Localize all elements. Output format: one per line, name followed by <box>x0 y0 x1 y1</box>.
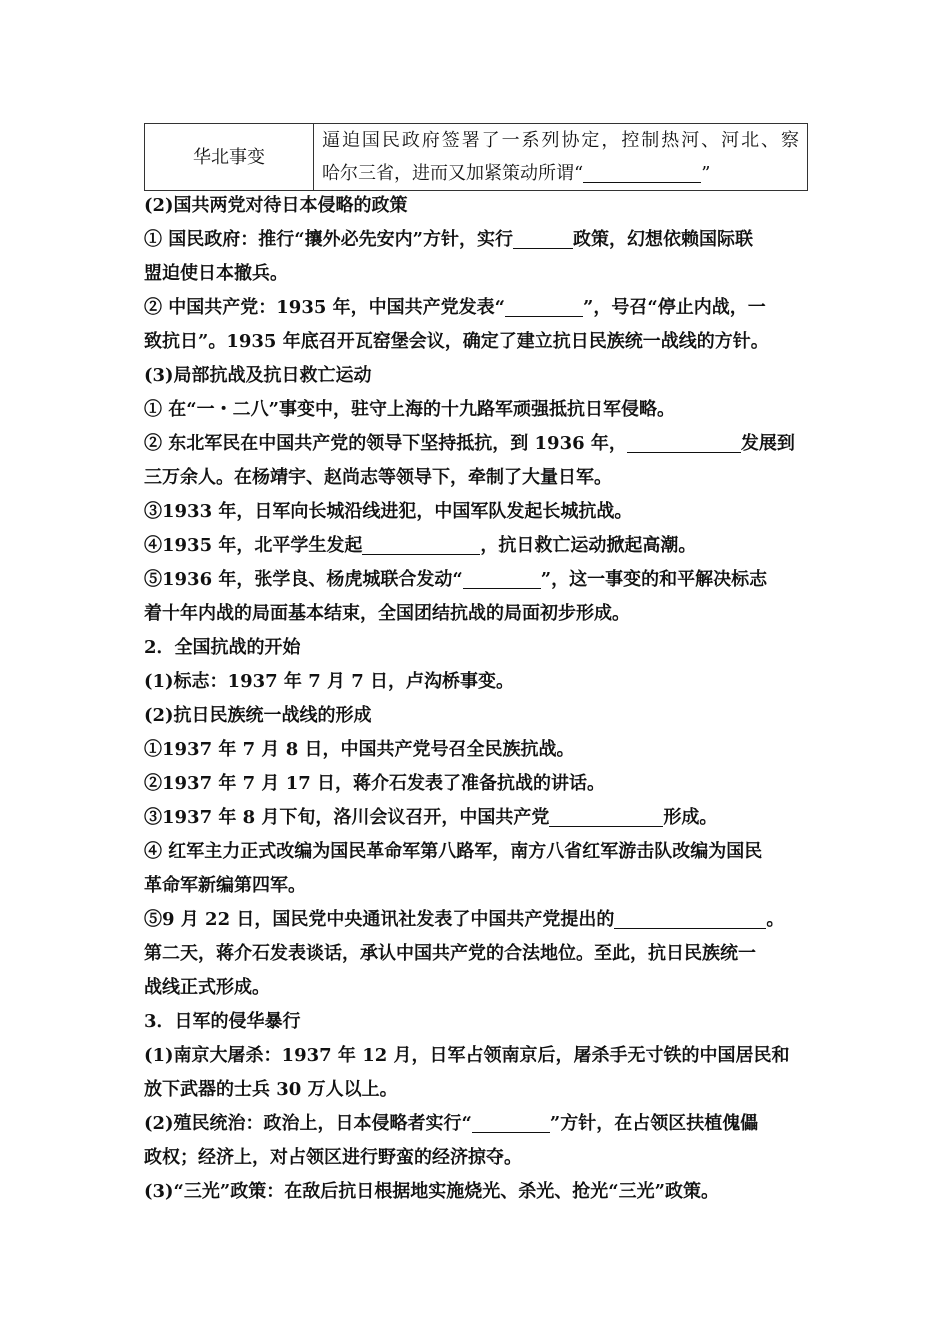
text-line: 战线正式形成。 <box>144 977 270 998</box>
desc-text: ” <box>701 163 711 184</box>
text-line: 盟迫使日本撤兵。 <box>144 263 288 284</box>
subsection-heading: (2)抗日民族统一战线的形成 <box>144 705 372 726</box>
text-line: 第二天，蒋介石发表谈话，承认中国共产党的合法地位。至此，抗日民族统一 <box>144 943 756 964</box>
text: ”，这一事变的和平解决标志 <box>540 569 768 590</box>
answer-blank <box>549 806 663 827</box>
answer-blank <box>583 162 701 183</box>
text-line: (3)“三光”政策：在敌后抗日根据地实施烧光、杀光、抢光“三光”政策。 <box>144 1181 719 1202</box>
text: 形成。 <box>663 807 718 828</box>
text: ② 东北军民在中国共产党的领导下坚持抵抗，到 1936 年， <box>144 433 627 454</box>
text-line: ②1937 年 7 月 17 日，蒋介石发表了准备抗战的讲话。 <box>144 773 606 794</box>
text-line <box>144 529 808 563</box>
text-line: ①1937 年 7 月 8 日，中国共产党号召全民族抗战。 <box>144 739 575 760</box>
text: ② 中国共产党：1935 年，中国共产党发表“ <box>144 297 505 318</box>
answer-blank <box>614 908 766 929</box>
answer-blank <box>472 1112 550 1133</box>
text-line <box>144 223 808 257</box>
text: ③1937 年 8 月下旬，洛川会议召开，中国共产党 <box>144 807 550 828</box>
text-line: 革命军新编第四军。 <box>144 875 306 896</box>
text: ⑤1936 年，张学良、杨虎城联合发动“ <box>144 569 463 590</box>
document-body <box>144 189 808 1209</box>
text: ”，号召“停止内战，一 <box>582 297 766 318</box>
text-line: 政权；经济上，对占领区进行野蛮的经济掠夺。 <box>144 1147 522 1168</box>
table-row <box>145 124 808 191</box>
answer-blank <box>362 534 480 555</box>
text-line <box>144 291 808 325</box>
event-description-cell <box>314 124 808 191</box>
subsection-heading: (2)国共两党对待日本侵略的政策 <box>144 195 408 216</box>
desc-text: 哈尔三省，进而又加紧策动所谓“ <box>322 163 584 184</box>
text: ⑤9 月 22 日，国民党中央通讯社发表了中国共产党提出的 <box>144 909 615 930</box>
text: 。 <box>766 909 785 930</box>
text: ① 国民政府：推行“攘外必先安内”方针，实行 <box>144 229 513 250</box>
text-line <box>144 563 808 597</box>
text-line: (1)标志：1937 年 7 月 7 日，卢沟桥事变。 <box>144 671 515 692</box>
section-heading: 2．全国抗战的开始 <box>144 637 301 658</box>
text-line: 致抗日”。1935 年底召开瓦窑堡会议，确定了建立抗日民族统一战线的方针。 <box>144 331 769 352</box>
answer-blank <box>627 432 741 453</box>
text-line: ④ 红军主力正式改编为国民革命军第八路军，南方八省红军游击队改编为国民 <box>144 841 763 862</box>
text: ”方针，在占领区扶植傀儡 <box>549 1113 759 1134</box>
section-heading: 3．日军的侵华暴行 <box>144 1011 301 1032</box>
text-line: 三万余人。在杨靖宇、赵尚志等领导下，牵制了大量日军。 <box>144 467 612 488</box>
text-line <box>144 801 808 835</box>
answer-blank <box>463 568 541 589</box>
text: 政策，幻想依赖国际联 <box>572 229 753 250</box>
text-line <box>144 903 808 937</box>
text: 发展到 <box>740 433 795 454</box>
text-line: ① 在“一・二八”事变中，驻守上海的十九路军顽强抵抗日军侵略。 <box>144 399 675 420</box>
text: ，抗日救亡运动掀起高潮。 <box>480 535 697 556</box>
desc-line-1: 逼迫国民政府签署了一系列协定，控制热河、河北、察 <box>322 130 799 151</box>
answer-blank <box>505 296 583 317</box>
desc-line-2 <box>322 157 799 190</box>
text-line: (1)南京大屠杀：1937 年 12 月，日军占领南京后，屠杀手无寸铁的中国居民和 <box>144 1045 790 1066</box>
text-line: ③1933 年，日军向长城沿线进犯，中国军队发起长城抗战。 <box>144 501 633 522</box>
text: (2)殖民统治：政治上，日本侵略者实行“ <box>144 1113 472 1134</box>
text-line <box>144 1107 808 1141</box>
text-line: 着十年内战的局面基本结束，全国团结抗战的局面初步形成。 <box>144 603 630 624</box>
text-line: 放下武器的士兵 30 万人以上。 <box>144 1079 398 1100</box>
text: ④1935 年，北平学生发起 <box>144 535 363 556</box>
subsection-heading: (3)局部抗战及抗日救亡运动 <box>144 365 372 386</box>
answer-blank <box>513 228 573 249</box>
event-table <box>144 123 808 191</box>
text-line <box>144 427 808 461</box>
event-name-cell: 华北事变 <box>145 124 314 191</box>
